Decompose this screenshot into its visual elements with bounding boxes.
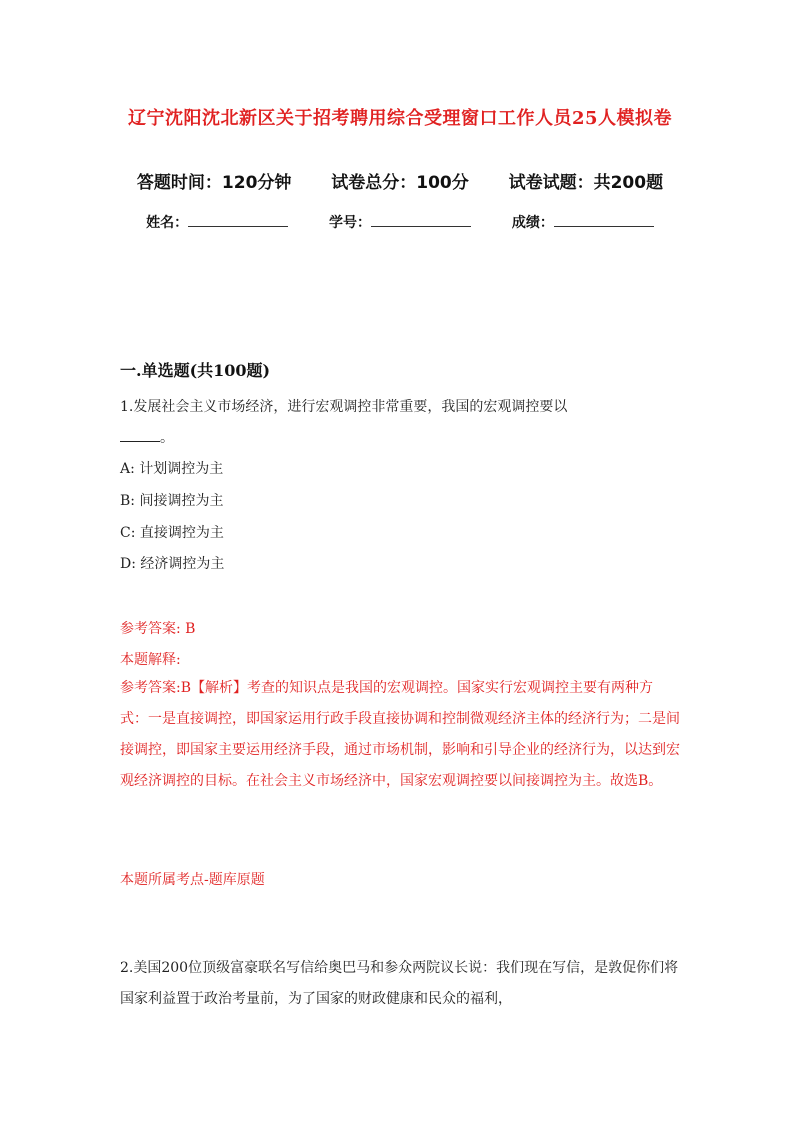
name-field <box>146 212 288 232</box>
student-id-field <box>329 212 471 232</box>
explanation-text: 参考答案:B【解析】考查的知识点是我国的宏观调控。国家实行宏观调控主要有两种方式：一是直接调控，即国家运用行政手段直接协调和控制微观经济主体的经济行为；二是间接调控，即国家主要运用经济手段，通过市场机制，影响和引导企业的经济行为，以达到宏观经济调控的目标。在社会主义市场经济中，国家宏观调控要以间接调控为主。故选B。 <box>120 680 680 789</box>
exam-meta <box>0 168 800 193</box>
question-1-text: 1.发展社会主义市场经济，进行宏观调控非常重要，我国的宏观调控要以 <box>120 399 568 415</box>
score-label: 成绩： <box>511 215 554 231</box>
option-c: C: 直接调控为主 <box>120 525 224 541</box>
document-title: 辽宁沈阳沈北新区关于招考聘用综合受理窗口工作人员25人模拟卷 <box>127 108 673 129</box>
reference-answer: 参考答案: B <box>120 621 196 637</box>
name-blank <box>188 214 288 227</box>
option-b: B: 间接调控为主 <box>120 493 224 509</box>
section-heading: 一.单选题(共100题) <box>120 361 271 380</box>
question-1 <box>120 392 680 454</box>
exam-question-count: 试卷试题：共200题 <box>508 173 664 193</box>
score-field <box>512 212 654 232</box>
name-label: 姓名： <box>146 215 189 231</box>
student-id-label: 学号： <box>329 215 371 231</box>
question-1-tail: 。 <box>160 430 174 446</box>
exam-time: 答题时间：120分钟 <box>136 173 292 193</box>
topic-note: 本题所属考点-题库原题 <box>120 872 265 888</box>
score-blank <box>554 214 654 227</box>
question-2-text: 2.美国200位顶级富豪联名写信给奥巴马和参众两院议长说：我们现在写信，是敦促你们将国家利益置于政治考量前，为了国家的财政健康和民众的福利， <box>120 960 679 1007</box>
explanation-label: 本题解释: <box>120 652 181 668</box>
student-info <box>0 212 800 232</box>
student-id-blank <box>371 214 471 227</box>
option-a: A: 计划调控为主 <box>120 461 224 477</box>
answer-blank <box>120 427 160 442</box>
option-d: D: 经济调控为主 <box>120 556 225 572</box>
exam-total-score: 试卷总分：100分 <box>331 173 469 193</box>
